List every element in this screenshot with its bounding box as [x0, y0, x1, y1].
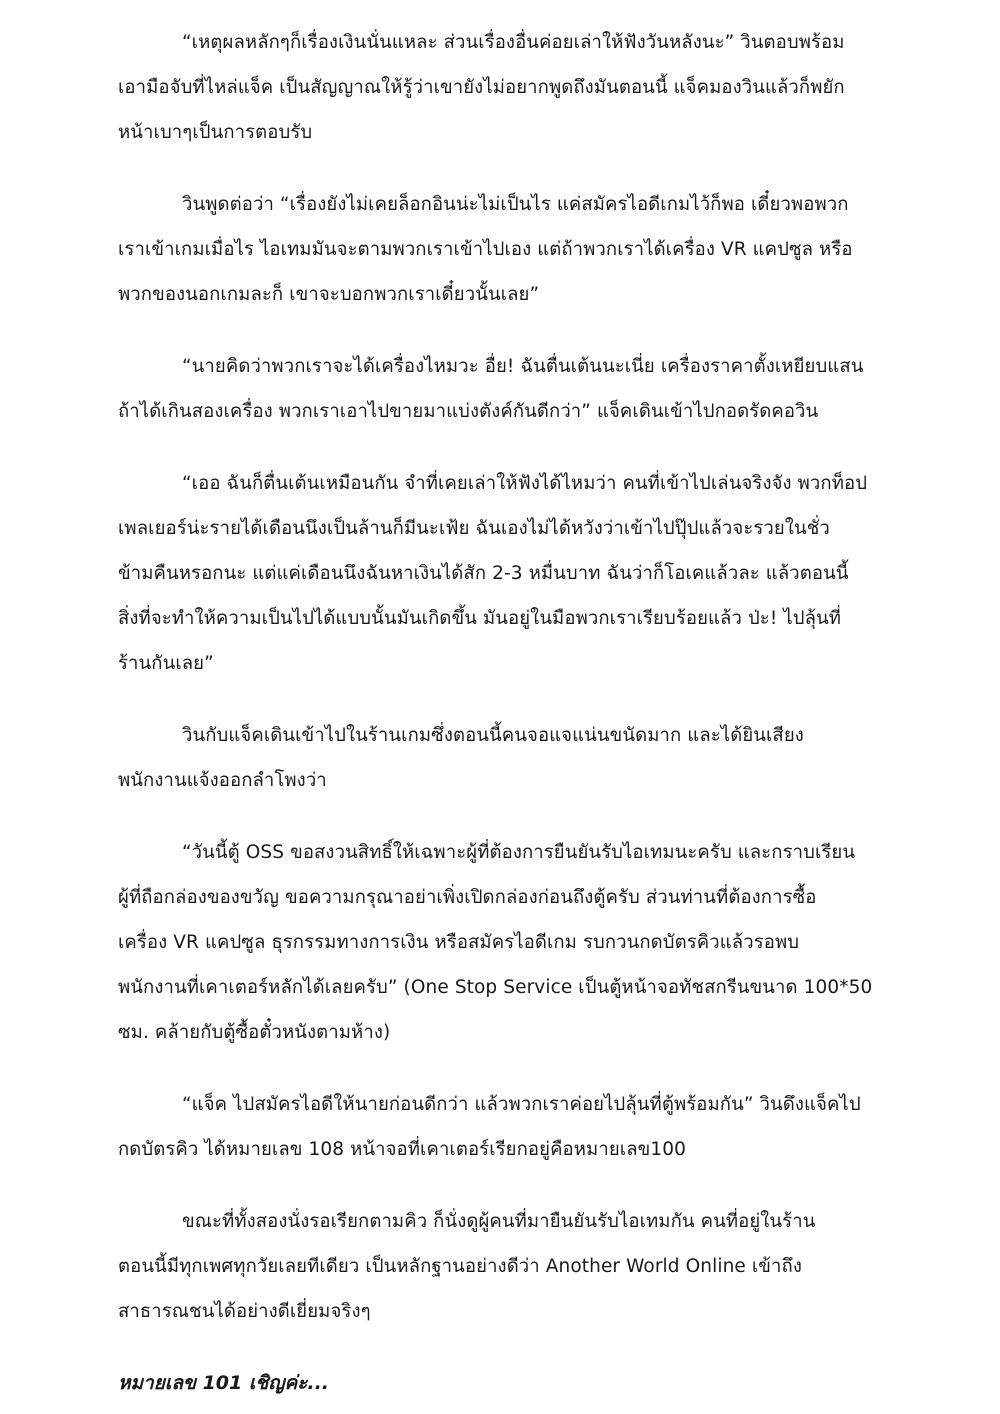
paragraph-line: เครื่อง VR แคปซูล ธุรกรรมทางการเงิน หรือสมัครไอดีเกม รบกวนกดบัตรคิวแล้วรอพบ [118, 932, 800, 953]
paragraph-line: เพลเยอร์น่ะรายได้เดือนนึงเป็นล้านก็มีนะเฟ้ย ฉันเองไม่ได้หวังว่าเข้าไปปุ๊ปแล้วจะรวยในชั่ว [118, 518, 830, 539]
paragraph-line: กดบัตรคิว ได้หมายเลข 108 หน้าจอที่เคาเตอร์เรียกอยู่คือหมายเลข100 [118, 1139, 686, 1160]
paragraph-line: เอามือจับที่ไหล่แจ็ค เป็นสัญญาณให้รู้ว่าเขายังไม่อยากพูดถึงมันตอนนี้ แจ็คมองวินแล้วก็พยัก [118, 77, 845, 98]
paragraph [118, 830, 876, 1055]
paragraph-line: สิ่งที่จะทำให้ความเป็นไปได้แบบนั้นมันเกิดขึ้น มันอยู่ในมือพวกเราเรียบร้อยแล้ว ป่ะ! ไปลุ้นที่ [118, 608, 842, 629]
paragraph-line: ถ้าได้เกินสองเครื่อง พวกเราเอาไปขายมาแบ่งตังค์กันดีกว่า” แจ็คเดินเข้าไปกอดรัดคอวิน [118, 401, 819, 422]
paragraph-line: พวกของนอกเกมละก็ เขาจะบอกพวกเราเดี๋ยวนั้นเลย” [118, 284, 540, 305]
paragraph [118, 1199, 876, 1334]
paragraph-line: หน้าเบาๆเป็นการตอบรับ [118, 122, 313, 143]
paragraph-line: “วันนี้ตู้ OSS ขอสงวนสิทธิ์ให้เฉพาะผู้ที่ต้องการยืนยันรับไอเทมนะครับ และกราบเรียน [182, 842, 856, 863]
paragraph-line: วินพูดต่อว่า “เรื่องยังไม่เคยล็อกอินน่ะไม่เป็นไร แค่สมัครไอดีเกมไว้ก็พอ เดี๋ยวพอพวก [182, 194, 849, 215]
paragraph [118, 20, 876, 155]
paragraph [118, 1082, 876, 1172]
paragraph [118, 713, 876, 803]
paragraph-line: พนักงานที่เคาเตอร์หลักได้เลยครับ” (One Stop Service เป็นตู้หน้าจอทัชสกรีนขนาด 100*50 [118, 977, 873, 998]
paragraph-line: ตอนนี้มีทุกเพศทุกวัยเลยทีเดียว เป็นหลักฐานอย่างดีว่า Another World Online เข้าถึง [118, 1256, 802, 1277]
paragraph-line: ข้ามคืนหรอกนะ แต่แค่เดือนนึงฉันหาเงินได้สัก 2-3 หมื่นบาท ฉันว่าก็โอเคแล้วละ แล้วตอนนี้ [118, 563, 849, 584]
paragraph-line: พนักงานแจ้งออกลำโพงว่า [118, 770, 327, 791]
paragraph-line: ผู้ที่ถือกล่องของขวัญ ขอความกรุณาอย่าเพิ่งเปิดกล่องก่อนถึงตู้ครับ ส่วนท่านที่ต้องการซื้อ [118, 887, 817, 908]
paragraph-line: “แจ็ค ไปสมัครไอดีให้นายก่อนดีกว่า แล้วพวกเราค่อยไปลุ้นที่ตู้พร้อมกัน” วินดึงแจ็คไป [182, 1094, 861, 1115]
paragraph-line: วินกับแจ็คเดินเข้าไปในร้านเกมซึ่งตอนนี้คนจอแจแน่นขนัดมาก และได้ยินเสียง [182, 725, 804, 746]
paragraph-line: ร้านกันเลย” [118, 653, 214, 674]
paragraph-line: ซม. คล้ายกับตู้ซื้อตั๋วหนังตามห้าง) [118, 1022, 391, 1043]
paragraph-line: “นายคิดว่าพวกเราจะได้เครื่องไหมวะ อื่ย! ฉันตื่นเต้นนะเนี่ย เครื่องราคาตั้งเหยียบแสน [182, 356, 864, 377]
paragraph-line: “เหตุผลหลักๆก็เรื่องเงินนั่นแหละ ส่วนเรื่องอื่นค่อยเล่าให้ฟังวันหลังนะ” วินตอบพร้อม [182, 32, 845, 53]
paragraph-line: เราเข้าเกมเมื่อไร ไอเทมมันจะตามพวกเราเข้าไปเอง แต่ถ้าพวกเราได้เครื่อง VR แคปซูล หรือ [118, 239, 853, 260]
paragraph-line: “เออ ฉันก็ตื่นเต้นเหมือนกัน จำที่เคยเล่าให้ฟังได้ไหมว่า คนที่เข้าไปเล่นจริงจัง พวกท็อป [182, 473, 868, 494]
closing-line: หมายเลข 101 เชิญค่ะ... [118, 1372, 330, 1394]
paragraph [118, 461, 876, 686]
paragraph-line: ขณะที่ทั้งสองนั่งรอเรียกตามคิว ก็นั่งดูผู้คนที่มายืนยันรับไอเทมกัน คนที่อยู่ในร้าน [182, 1211, 816, 1232]
paragraph [118, 182, 876, 317]
paragraph [118, 344, 876, 434]
story-body [118, 20, 876, 1334]
paragraph-line: สาธารณชนได้อย่างดีเยี่ยมจริงๆ [118, 1301, 371, 1322]
